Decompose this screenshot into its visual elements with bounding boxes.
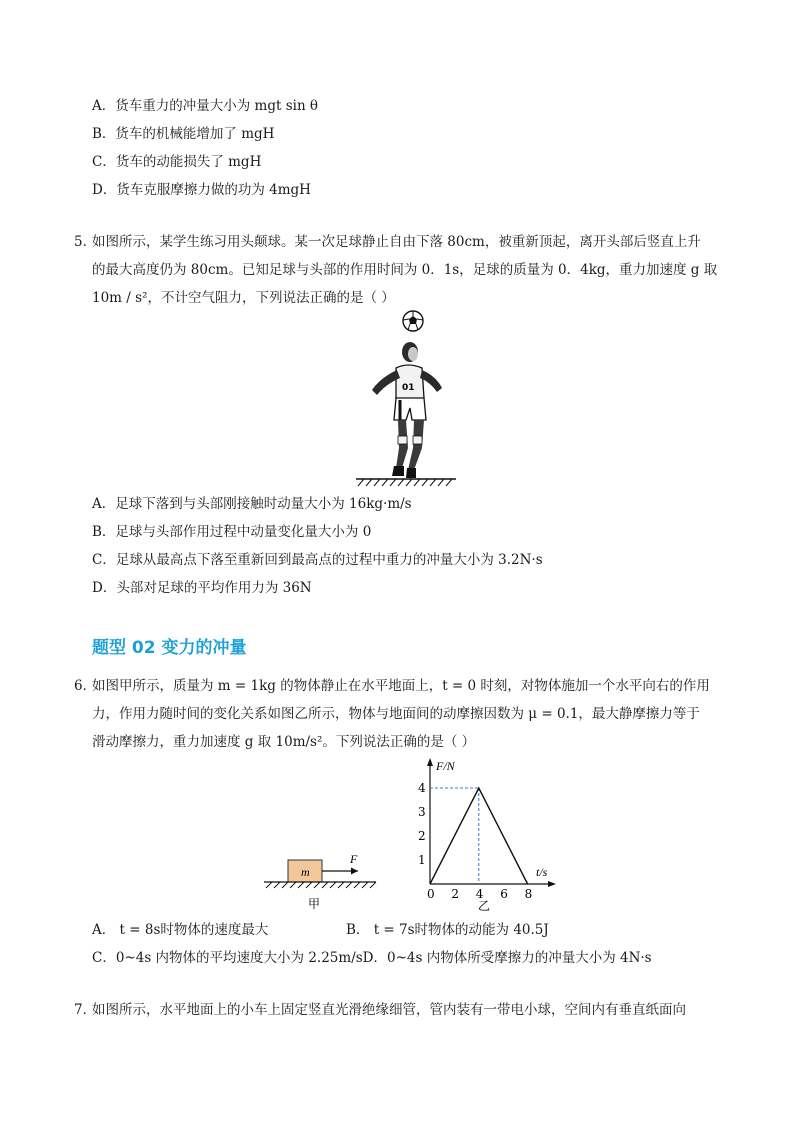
q7-number: 7． <box>74 1002 97 1018</box>
q5-option-b: B．足球与头部作用过程中动量变化量大小为 0 <box>92 524 372 540</box>
x-axis-label: t/s <box>536 865 548 879</box>
x-tick-label: 4 <box>475 887 484 901</box>
y-tick-label: 4 <box>418 781 426 795</box>
x-axis-arrow-icon <box>548 881 556 887</box>
block-mass-label: m <box>301 865 310 879</box>
q6-option-b: B． t = 7s时物体的动能为 40.5J <box>346 922 549 938</box>
y-axis-arrow-icon <box>427 758 433 766</box>
q6-stem-line-3: 滑动摩擦力，重力加速度 g 取 10m/s²。下列说法正确的是（ ） <box>92 734 476 750</box>
svg-text:01: 01 <box>402 383 415 393</box>
q5-number: 5． <box>74 234 97 250</box>
q5-option-c: C．足球从最高点下落至重新回到最高点的过程中重力的冲量大小为 3.2N·s <box>92 552 543 568</box>
q5-option-d: D．头部对足球的平均作用力为 36N <box>92 580 312 596</box>
q6-stem-line-1: 如图甲所示，质量为 m = 1kg 的物体静止在水平地面上，t = 0 时刻，对物体施加一个水平向右的作用 <box>92 678 710 694</box>
force-arrow-icon <box>351 868 358 875</box>
section-heading: 题型 02 变力的冲量 <box>92 638 247 658</box>
fig-yi-caption: 乙 <box>478 899 491 913</box>
q5-stem-line-2: 的最大高度仍为 80cm。已知足球与头部的作用时间为 0．1s，足球的质量为 0．4kg，重力加速度 g 取 <box>92 262 718 278</box>
q5-stem-line-3: 10m / s²，不计空气阻力，下列说法正确的是（ ） <box>92 290 395 306</box>
y-tick-label: 3 <box>418 805 426 819</box>
q6-number: 6． <box>74 678 97 694</box>
q6-option-a: A． t = 8s时物体的速度最大 <box>92 922 269 938</box>
q6-figure-jia <box>262 850 382 916</box>
q4-option-c: C．货车的动能损失了 mgH <box>92 154 262 170</box>
q5-figure-player <box>350 308 462 490</box>
y-tick-label: 1 <box>418 853 426 867</box>
q4-option-d: D．货车克服摩擦力做的功为 4mgH <box>92 182 311 198</box>
q7-stem-line-1: 如图所示，水平地面上的小车上固定竖直光滑绝缘细管，管内装有一带电小球，空间内有垂直纸面向 <box>92 1002 686 1018</box>
soccer-ball-icon <box>403 311 423 331</box>
q6-figure-yi-chart <box>412 756 562 916</box>
x-tick-label: 8 <box>524 887 533 901</box>
q6-stem-line-2: 力，作用力随时间的变化关系如图乙所示，物体与地面间的动摩擦因数为 μ = 0.1，最大静摩擦力等于 <box>92 706 700 722</box>
x-tick-label: 2 <box>451 887 460 901</box>
q4-option-a: A．货车重力的冲量大小为 mgt sin θ <box>92 98 319 114</box>
q6-option-c-d: C．0~4s 内物体的平均速度大小为 2.25m/sD．0~4s 内物体所受摩擦力的冲量大小为 4N·s <box>92 950 652 966</box>
q5-stem-line-1: 如图所示，某学生练习用头颠球。某一次足球静止自由下落 80cm，被重新顶起，离开头部后竖直上升 <box>92 234 701 250</box>
force-label: F <box>350 852 358 866</box>
fig-jia-caption: 甲 <box>308 897 321 911</box>
q4-option-b: B．货车的机械能增加了 mgH <box>92 126 275 142</box>
y-tick-label: 2 <box>418 829 426 843</box>
x-tick-label: 0 <box>427 887 435 901</box>
y-axis-label: F/N <box>436 759 455 773</box>
x-tick-label: 6 <box>500 887 508 901</box>
q5-option-a: A．足球下落到与头部刚接触时动量大小为 16kg·m/s <box>92 496 412 512</box>
